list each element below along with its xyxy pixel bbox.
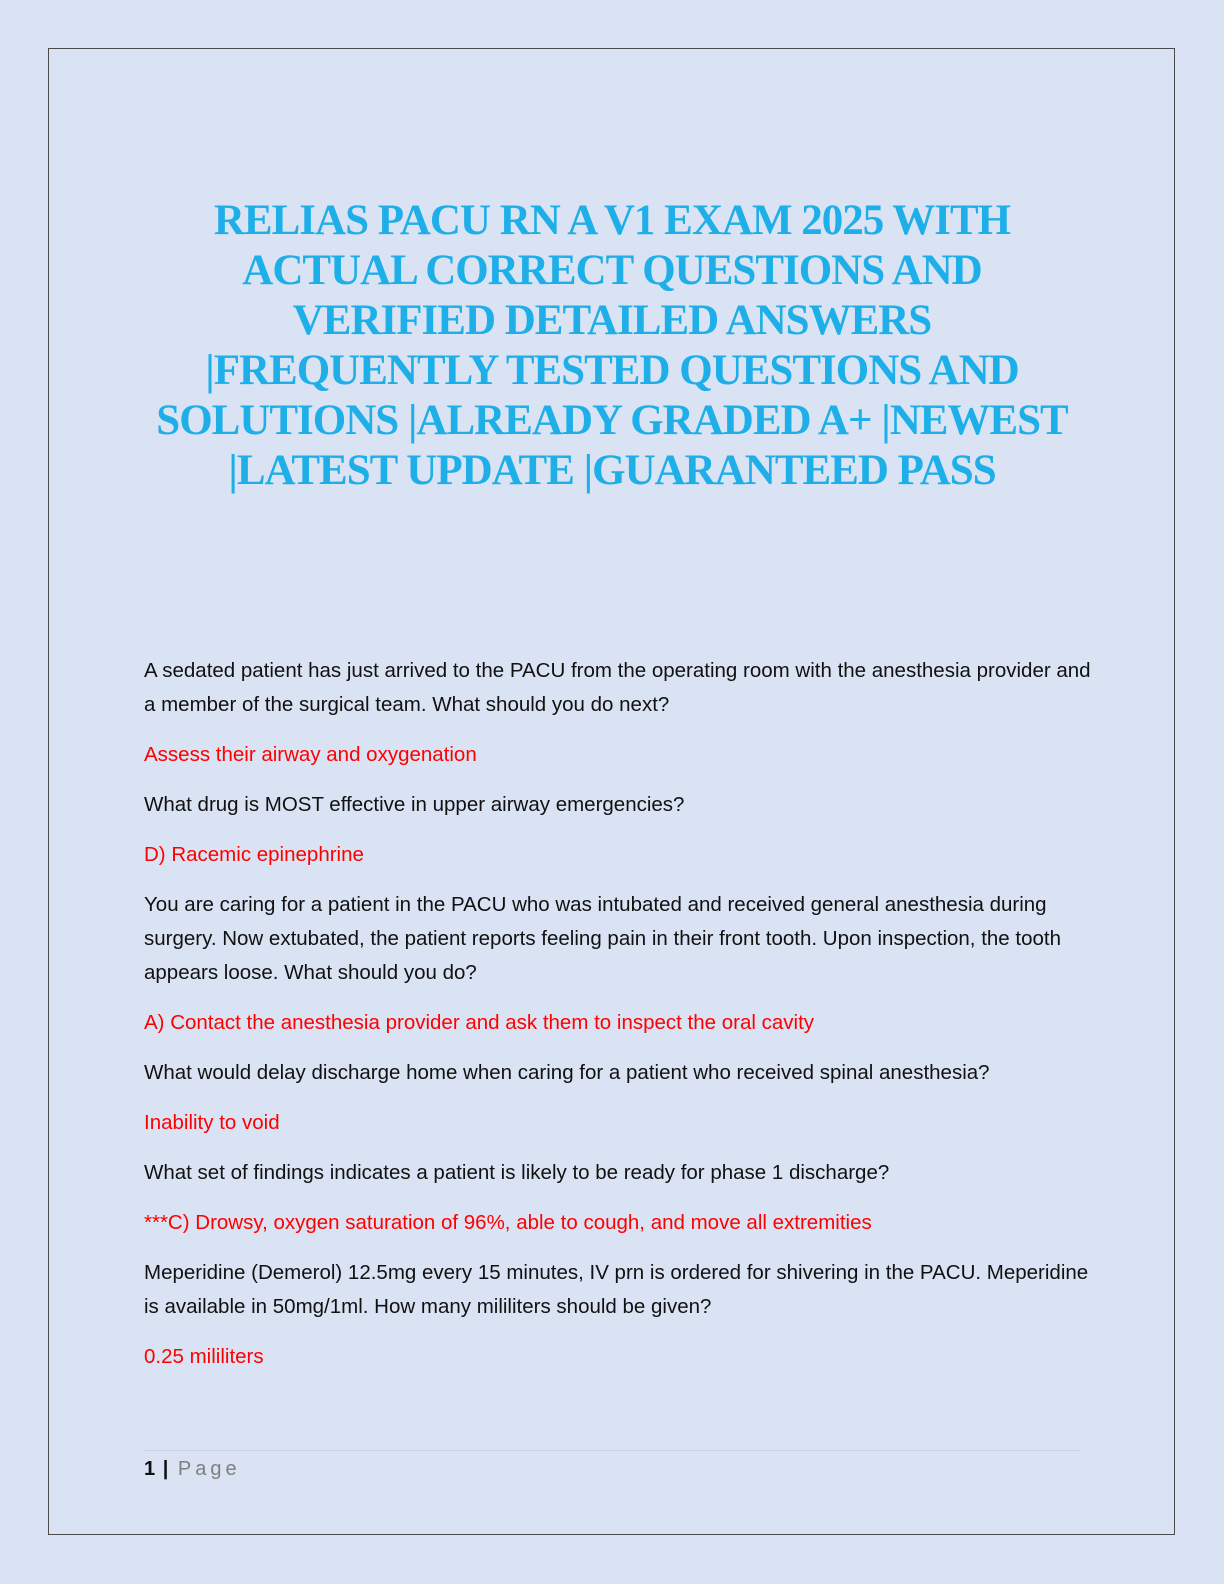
page-separator: | [162,1458,169,1480]
question-text: You are caring for a patient in the PACU who was intubated and received general anesthesia during surgery. Now extubated, the patient reports feeling pain in their front tooth. Upon inspection, the tooth appears loose. What should you do? [144,893,1061,984]
answer-text: D) Racemic epinephrine [144,843,364,866]
page-label: Page [177,1458,241,1480]
title-line: ACTUAL CORRECT QUESTIONS AND [242,247,982,294]
answer-text: A) Contact the anesthesia provider and ask them to inspect the oral cavity [144,1011,815,1034]
title-line: |LATEST UPDATE |GUARANTEED PASS [228,447,996,494]
question-text: What would delay discharge home when caring for a patient who received spinal anesthesia? [144,1061,990,1084]
answer-text: Inability to void [144,1111,280,1134]
footer-divider [144,1450,1081,1451]
page-footer [144,1455,241,1483]
question-text: Meperidine (Demerol) 12.5mg every 15 minutes, IV prn is ordered for shivering in the PACU. Meperidine is available in 50mg/1ml. How many mililiters should be given? [144,1261,1089,1318]
answer-text: ***C) Drowsy, oxygen saturation of 96%, able to cough, and move all extremities [144,1211,872,1234]
answer-text: 0.25 mililiters [144,1345,264,1368]
title-line: RELIAS PACU RN A V1 EXAM 2025 WITH [213,197,1011,244]
qa-list [144,654,1094,1390]
title-line: SOLUTIONS |ALREADY GRADED A+ |NEWEST [156,397,1068,444]
answer-text: Assess their airway and oxygenation [144,743,477,766]
document-title [120,196,1104,496]
question-text: A sedated patient has just arrived to the PACU from the operating room with the anesthesia provider and a member of the surgical team. What should you do next? [144,659,1091,716]
question-text: What set of findings indicates a patient is likely to be ready for phase 1 discharge? [144,1161,890,1184]
page-number: 1 [144,1458,156,1480]
question-text: What drug is MOST effective in upper airway emergencies? [144,793,685,816]
title-line: VERIFIED DETAILED ANSWERS [292,297,932,344]
title-line: |FREQUENTLY TESTED QUESTIONS AND [205,347,1019,394]
